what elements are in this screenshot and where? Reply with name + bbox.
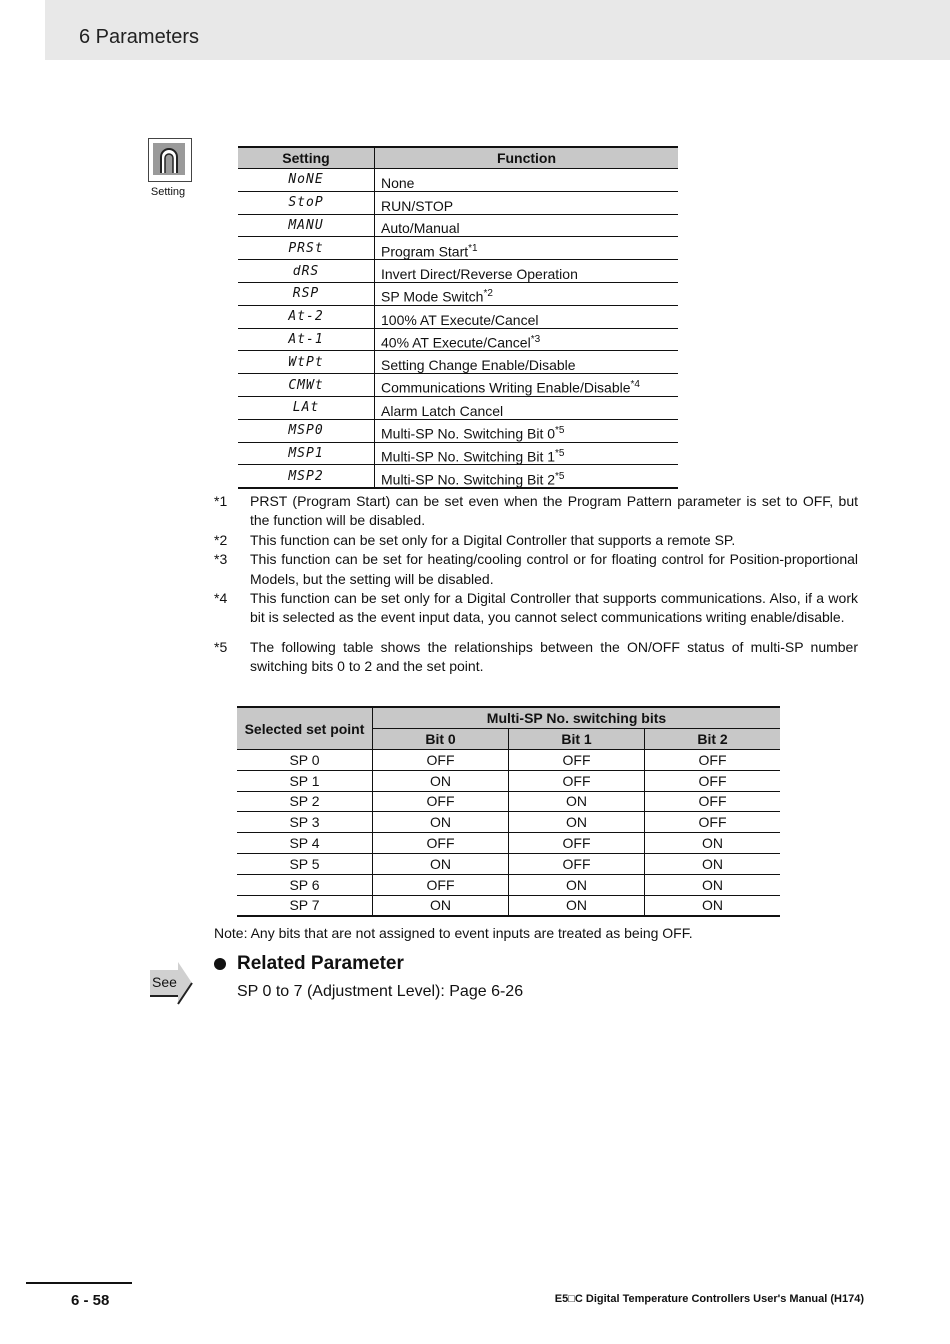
footnote-2: *2 This function can be set only for a Digital Controller that supports a remote SP. [214, 531, 736, 548]
related-heading: Related Parameter [237, 953, 404, 974]
function-text: Setting Change Enable/Disable [381, 357, 576, 374]
footnote-ref: *3 [530, 333, 541, 345]
table-row [238, 419, 678, 442]
set-point-cell: SP 5 [237, 853, 373, 874]
table-row [237, 853, 780, 874]
footnote-ref: *5 [555, 447, 565, 459]
manual-title: E5□C Digital Temperature Controllers User's Manual (H174) [554, 1293, 864, 1305]
table-row [237, 874, 780, 895]
footnote-ref: *5 [555, 470, 565, 482]
setting-function [375, 169, 679, 192]
function-text: Communications Writing Enable/Disable [381, 379, 631, 396]
see-label: See [152, 974, 177, 990]
setting-header: Setting [238, 147, 375, 169]
setting-function [375, 328, 679, 351]
footnote-3: *3 This function can be set for heating/cooling control or for floating control for Position-proportional Models, but the setting will be disabled. [214, 551, 858, 587]
setting-code: CMWt [238, 374, 375, 397]
bit-cell: ON [645, 853, 781, 874]
bit-cell: ON [645, 833, 781, 854]
table-row [238, 169, 678, 192]
footnote-4: *4 This function can be set only for a Digital Controller that supports communications. Also, if a work bit is selected as the event input data, you cannot select communications writing enable/disable. [214, 590, 858, 626]
setting-code: PRSt [238, 237, 375, 260]
table-row [238, 374, 678, 397]
bit-cell: OFF [373, 750, 509, 771]
setting-function [375, 214, 679, 237]
function-text: Multi-SP No. Switching Bit 0 [381, 425, 556, 442]
setting-code: At-2 [238, 305, 375, 328]
function-text: None [381, 174, 415, 191]
bit-cell: ON [373, 853, 509, 874]
footnote-ref: *2 [483, 288, 493, 300]
table-row [237, 770, 780, 791]
footnote-ref: *4 [630, 379, 640, 391]
setting-function [375, 465, 679, 488]
setting-code: WtPt [238, 351, 375, 374]
bit-cell: OFF [645, 812, 781, 833]
bit-cell: OFF [509, 833, 645, 854]
table-row [238, 260, 678, 283]
selected-set-point-header: Selected set point [237, 707, 373, 750]
set-point-cell: SP 3 [237, 812, 373, 833]
footnotes [214, 492, 858, 677]
table-row [238, 396, 678, 419]
bits-note: Note: Any bits that are not assigned to event inputs are treated as being OFF. [214, 925, 693, 941]
setting-function [375, 305, 679, 328]
function-text: 100% AT Execute/Cancel [381, 311, 539, 328]
table-row [237, 895, 780, 916]
set-point-cell: SP 6 [237, 874, 373, 895]
multi-sp-bits-table [237, 706, 780, 917]
bit-cell: ON [373, 770, 509, 791]
see-arrow-icon [148, 960, 194, 1006]
bit-cell: OFF [509, 750, 645, 771]
table-row [238, 465, 678, 488]
setting-code: MANU [238, 214, 375, 237]
table-row [238, 328, 678, 351]
setting-function [375, 396, 679, 419]
setting-code: LAt [238, 396, 375, 419]
related-parameter-section [214, 953, 523, 1001]
setting-function [375, 442, 679, 465]
footnote-ref: *1 [468, 242, 478, 254]
function-text: Alarm Latch Cancel [381, 402, 504, 419]
bit-cell: OFF [373, 874, 509, 895]
setting-function-table [238, 146, 678, 489]
bit-2-header: Bit 2 [645, 729, 781, 750]
set-point-cell: SP 1 [237, 770, 373, 791]
set-point-cell: SP 2 [237, 791, 373, 812]
bit-cell: ON [645, 895, 781, 916]
bit-cell: ON [509, 812, 645, 833]
set-point-cell: SP 4 [237, 833, 373, 854]
bit-cell: OFF [373, 791, 509, 812]
page-header [45, 0, 950, 60]
table-row [238, 282, 678, 305]
setting-function [375, 260, 679, 283]
setting-code: RSP [238, 282, 375, 305]
bit-cell: OFF [645, 770, 781, 791]
table-row [237, 791, 780, 812]
function-text: RUN/STOP [381, 197, 454, 214]
table-row [238, 351, 678, 374]
function-text: Multi-SP No. Switching Bit 2 [381, 471, 556, 488]
table-row [238, 305, 678, 328]
page-number: 6 - 58 [71, 1292, 110, 1309]
set-point-cell: SP 7 [237, 895, 373, 916]
setting-function [375, 191, 679, 214]
setting-icon [148, 138, 192, 198]
function-text: Multi-SP No. Switching Bit 1 [381, 448, 556, 465]
function-text: SP Mode Switch [381, 288, 484, 305]
setting-code: NoNE [238, 169, 375, 192]
setting-function [375, 374, 679, 397]
bit-cell: ON [373, 812, 509, 833]
bit-cell: ON [645, 874, 781, 895]
setting-code: dRS [238, 260, 375, 283]
table-row [238, 237, 678, 260]
function-text: Invert Direct/Reverse Operation [381, 265, 578, 282]
bit-cell: ON [509, 874, 645, 895]
function-text: Auto/Manual [381, 220, 460, 237]
table-row [238, 442, 678, 465]
bit-1-header: Bit 1 [509, 729, 645, 750]
bit-cell: ON [509, 895, 645, 916]
table-row [237, 750, 780, 771]
footnote-5: *5 The following table shows the relationships between the ON/OFF status of multi-SP number switching bits 0 to 2 and the set point. [214, 638, 858, 675]
bullet-icon [214, 958, 226, 970]
table-row [238, 191, 678, 214]
setting-function [375, 351, 679, 374]
setting-function [375, 237, 679, 260]
footnote-1: *1 PRST (Program Start) can be set even when the Program Pattern parameter is set to OFF, but the function will be disabled. [214, 493, 858, 529]
setting-function [375, 282, 679, 305]
function-text: Program Start [381, 243, 469, 260]
switching-bits-header: Multi-SP No. switching bits [373, 707, 781, 729]
bit-cell: OFF [645, 791, 781, 812]
function-text: 40% AT Execute/Cancel [381, 334, 531, 351]
setting-code: At-1 [238, 328, 375, 351]
table-row [237, 833, 780, 854]
page-title: 6 Parameters [79, 26, 200, 48]
related-item: SP 0 to 7 (Adjustment Level): Page 6-26 [237, 983, 524, 1000]
setting-code: MSP2 [238, 465, 375, 488]
setting-icon-label: Setting [150, 186, 186, 198]
footnote-ref: *5 [555, 424, 565, 436]
setting-code: MSP1 [238, 442, 375, 465]
footer-divider [26, 1282, 132, 1284]
set-point-cell: SP 0 [237, 750, 373, 771]
bit-cell: OFF [509, 770, 645, 791]
setting-code: MSP0 [238, 419, 375, 442]
setting-function [375, 419, 679, 442]
bit-cell: ON [509, 791, 645, 812]
bit-cell: OFF [645, 750, 781, 771]
bit-cell: ON [373, 895, 509, 916]
bit-cell: OFF [509, 853, 645, 874]
bit-cell: OFF [373, 833, 509, 854]
setting-code: StoP [238, 191, 375, 214]
table-row [238, 214, 678, 237]
function-header: Function [375, 147, 679, 169]
table-row [237, 812, 780, 833]
bit-0-header: Bit 0 [373, 729, 509, 750]
